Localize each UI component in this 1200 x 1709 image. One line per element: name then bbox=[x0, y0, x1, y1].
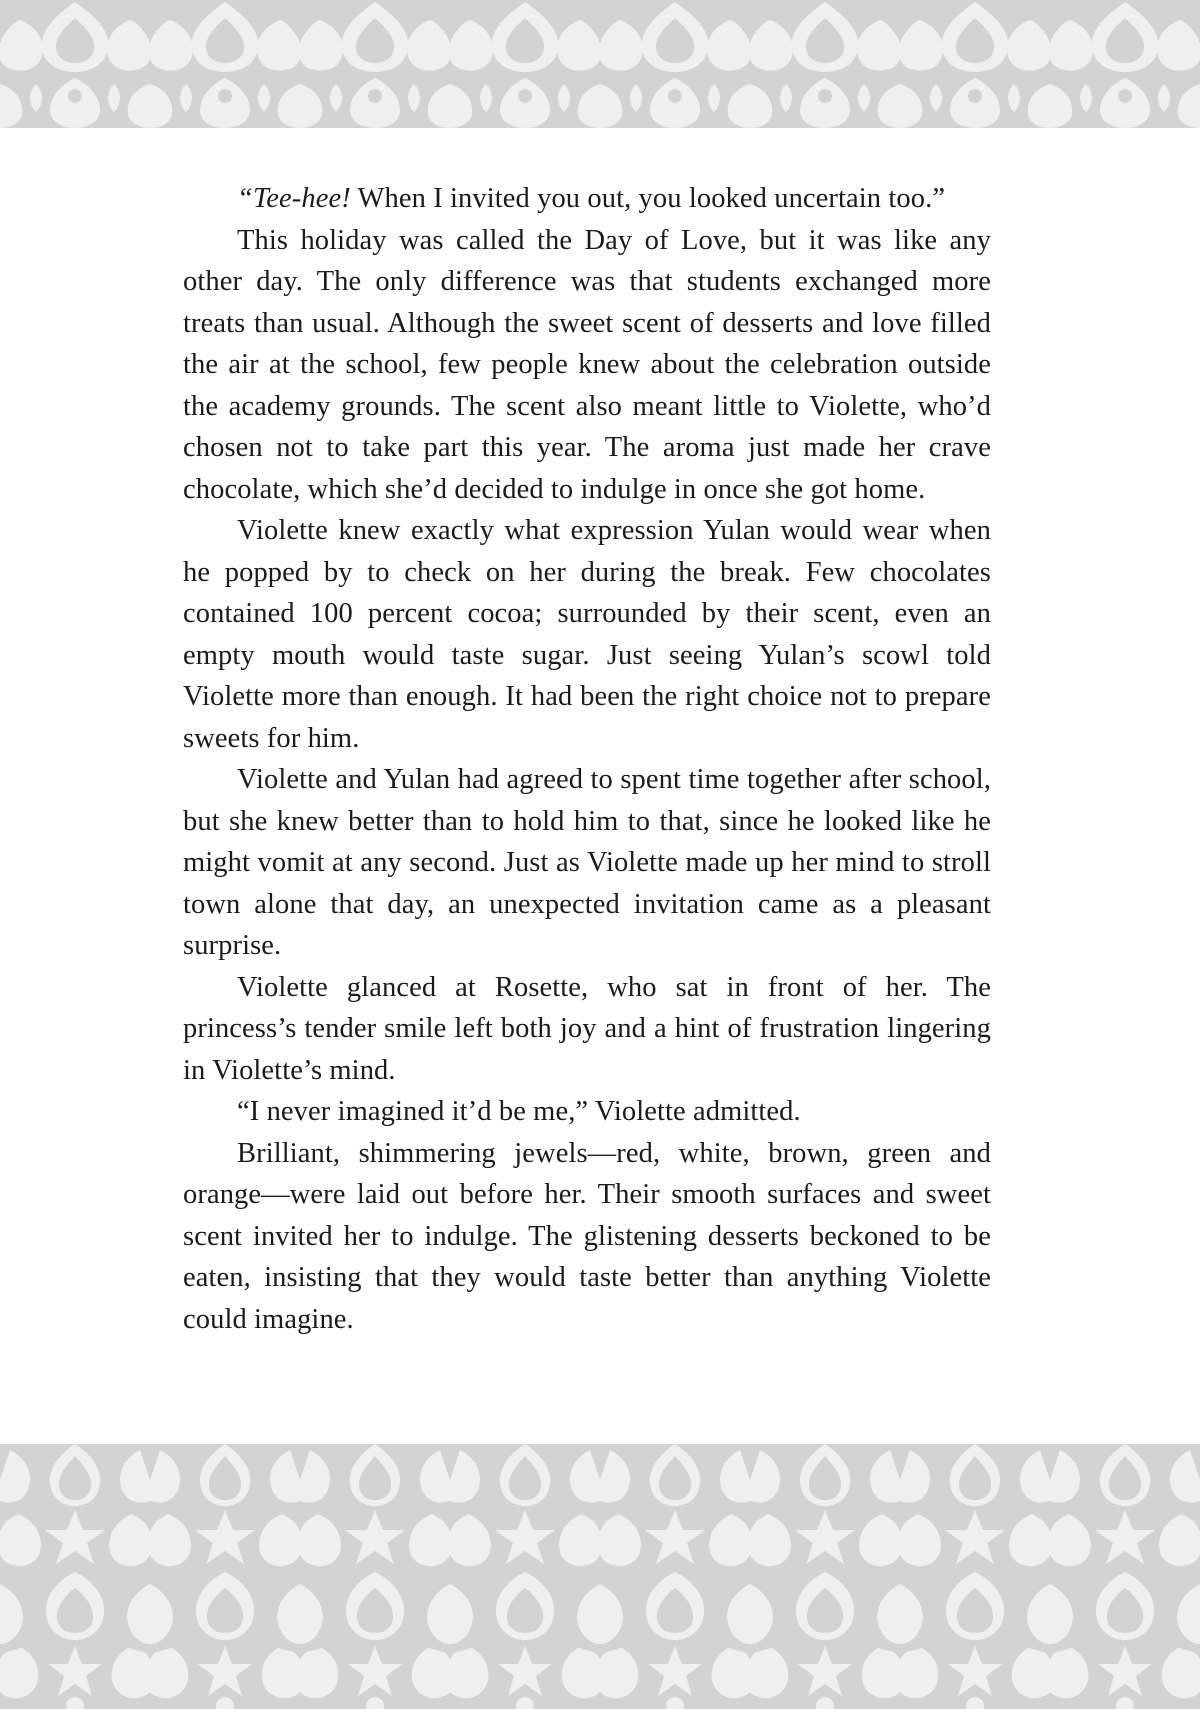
paragraph-4: Violette and Yulan had agreed to spent time together after school, but she knew better than to hold him to that, since he looked like he might vomit at any second. Just as Violette made up her mind to stroll town alone that day, an unexpected invitation came as a pleasant surprise. bbox=[183, 764, 991, 961]
paragraph-3: Violette knew exactly what expression Yulan would wear when he popped by to check on her during the break. Few chocolates contained 100 percent cocoa; surrounded by their scent, even an empty mouth would taste sugar. Just seeing Yulan’s scowl told Violette more than enough. It had been the right choice not to prepare sweets for him. bbox=[183, 515, 991, 754]
damask-ornament-band-bottom bbox=[0, 1444, 1200, 1709]
paragraph-5: Violette glanced at Rosette, who sat in front of her. The princess’s tender smile left both joy and a hint of frustration lingering in Violette’s mind. bbox=[183, 971, 991, 1086]
damask-ornament-band-top bbox=[0, 0, 1200, 128]
paragraph-1 bbox=[183, 178, 991, 220]
paragraph-1-rest: When I invited you out, you looked uncertain too.” bbox=[350, 183, 946, 214]
paragraph-7: Brilliant, shimmering jewels—red, white, brown, green and orange—were laid out before her. Their smooth surfaces and sweet scent invited her to indulge. The glistening desserts beckoned to be eaten, insisting that they would taste better than anything Violette could imagine. bbox=[183, 1137, 991, 1335]
page-text-column bbox=[183, 178, 991, 1340]
paragraph-2: This holiday was called the Day of Love, but it was like any other day. The only difference was that students exchanged more treats than usual. Although the sweet scent of desserts and love filled the air at the school, few people knew about the celebration outside the academy grounds. The scent also meant little to Violette, who’d chosen not to take part this year. The aroma just made her crave chocolate, which she’d decided to indulge in once she got home. bbox=[183, 224, 991, 505]
paragraph-6: “I never imagined it’d be me,” Violette admitted. bbox=[237, 1096, 801, 1127]
italic-phrase: “Tee-hee! bbox=[237, 183, 351, 214]
